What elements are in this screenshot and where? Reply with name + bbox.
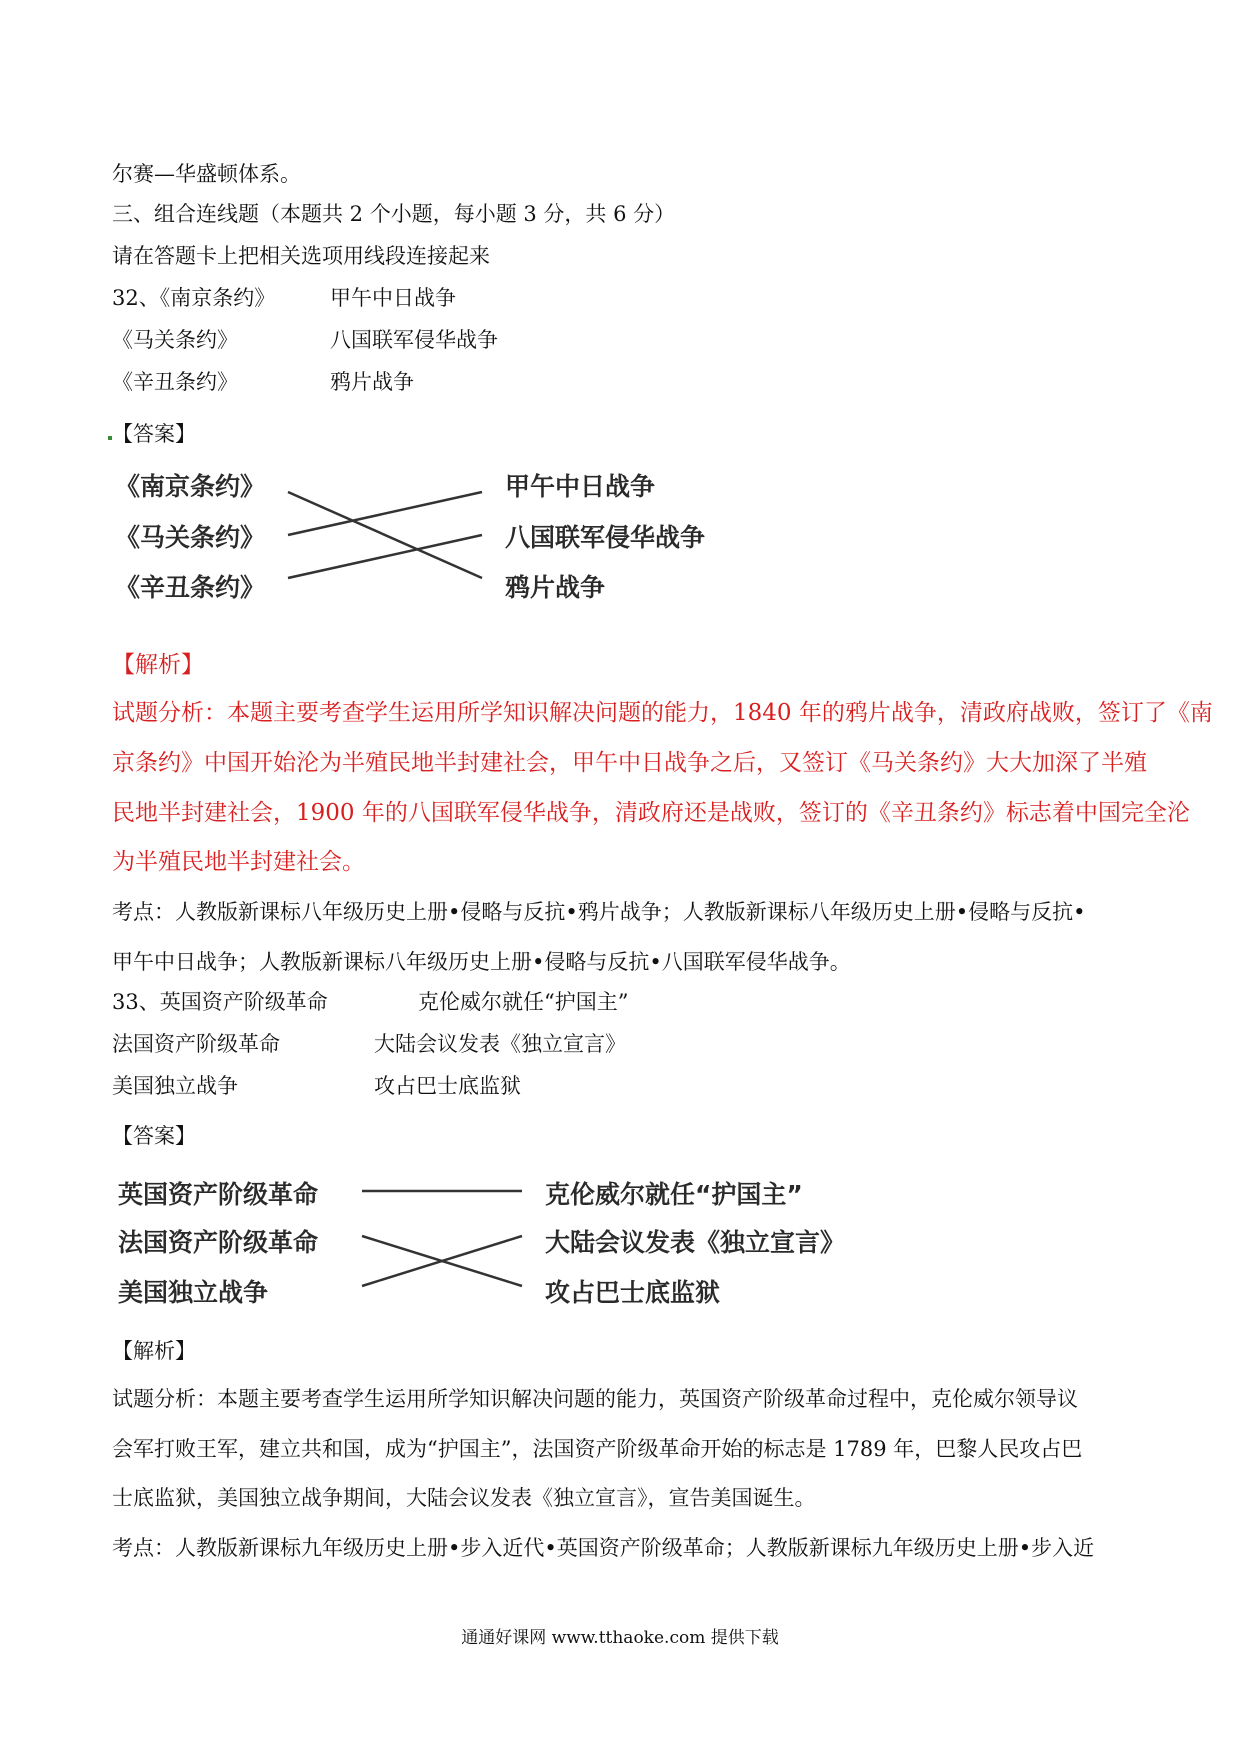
q32-right-3: 鸦片战争: [330, 370, 414, 394]
q32-fig-right-3: 鸦片战争: [505, 573, 606, 602]
q33-right-1: 克伦威尔就任“护国主”: [418, 990, 629, 1014]
q33-analysis-line-1: 试题分析：本题主要考查学生运用所学知识解决问题的能力，英国资产阶级革命过程中，克伦威尔领导议: [112, 1387, 1078, 1411]
q32-analysis-line-2: 京条约》中国开始沦为半殖民地半封建社会，甲午中日战争之后，又签订《马关条约》大大加深了半殖: [112, 750, 1147, 776]
section-title: 三、组合连线题（本题共 2 个小题，每小题 3 分，共 6 分）: [112, 202, 676, 226]
q33-right-3: 攻占巴士底监狱: [374, 1074, 521, 1098]
q32-link-2: [288, 492, 482, 535]
q33-analysis-label: 【解析】: [112, 1339, 196, 1363]
q32-left-3: 《辛丑条约》: [112, 370, 238, 394]
q32-answer-label: 【答案】: [112, 422, 196, 446]
q33-left-3: 美国独立战争: [112, 1074, 238, 1098]
q32-link-1: [288, 492, 482, 578]
q33-fig-left-1: 英国资产阶级革命: [118, 1180, 319, 1209]
q33-kaodian-line-1: 考点：人教版新课标九年级历史上册•步入近代•英国资产阶级革命；人教版新课标九年级历史上册•步入近: [112, 1536, 1095, 1560]
q32-analysis-line-3: 民地半封建社会，1900 年的八国联军侵华战争，清政府还是战败，签订的《辛丑条约》标志着中国完全沦: [112, 800, 1190, 826]
q32-fig-left-2: 《马关条约》: [115, 523, 266, 552]
top-line: 尔赛—华盛顿体系。: [112, 162, 301, 186]
q32-analysis-line-4: 为半殖民地半封建社会。: [112, 849, 365, 875]
q32-kaodian-line-1: 考点：人教版新课标八年级历史上册•侵略与反抗•鸦片战争；人教版新课标八年级历史上册•侵略与反抗•: [112, 900, 1086, 924]
q32-fig-left-1: 《南京条约》: [115, 472, 266, 501]
q33-fig-right-1: 克伦威尔就任“护国主”: [545, 1180, 803, 1209]
q33-answer-label: 【答案】: [112, 1124, 196, 1148]
q32-analysis-line-1: 试题分析：本题主要考查学生运用所学知识解决问题的能力，1840 年的鸦片战争，清政府战败，签订了《南: [112, 700, 1213, 726]
q32-left-1: 32、《南京条约》: [112, 286, 276, 310]
q33-right-2: 大陆会议发表《独立宣言》: [374, 1032, 626, 1056]
q32-left-2: 《马关条约》: [112, 328, 238, 352]
q33-analysis-line-2: 会军打败王军，建立共和国，成为“护国主”，法国资产阶级革命开始的标志是 1789 年，巴黎人民攻占巴: [112, 1437, 1083, 1461]
q32-link-3: [288, 535, 482, 578]
q32-kaodian-line-2: 甲午中日战争；人教版新课标八年级历史上册•侵略与反抗•八国联军侵华战争。: [112, 950, 851, 974]
q33-left-2: 法国资产阶级革命: [112, 1032, 280, 1056]
q33-analysis-line-3: 士底监狱，美国独立战争期间，大陆会议发表《独立宣言》，宣告美国诞生。: [112, 1486, 816, 1510]
instruction: 请在答题卡上把相关选项用线段连接起来: [112, 244, 490, 268]
q32-right-1: 甲午中日战争: [330, 286, 456, 310]
footer: 通通好课网 www.tthaoke.com 提供下载: [461, 1628, 779, 1648]
q32-fig-right-2: 八国联军侵华战争: [505, 523, 706, 552]
q32-fig-left-3: 《辛丑条约》: [115, 573, 266, 602]
q33-left-1: 33、英国资产阶级革命: [112, 990, 328, 1014]
q33-fig-right-2: 大陆会议发表《独立宣言》: [545, 1228, 846, 1257]
q32-analysis-label: 【解析】: [112, 652, 204, 678]
q32-right-2: 八国联军侵华战争: [330, 328, 498, 352]
q33-fig-left-2: 法国资产阶级革命: [118, 1228, 319, 1257]
q33-fig-right-3: 攻占巴士底监狱: [545, 1278, 721, 1307]
q33-fig-left-3: 美国独立战争: [118, 1278, 269, 1307]
q32-fig-right-1: 甲午中日战争: [505, 472, 656, 501]
